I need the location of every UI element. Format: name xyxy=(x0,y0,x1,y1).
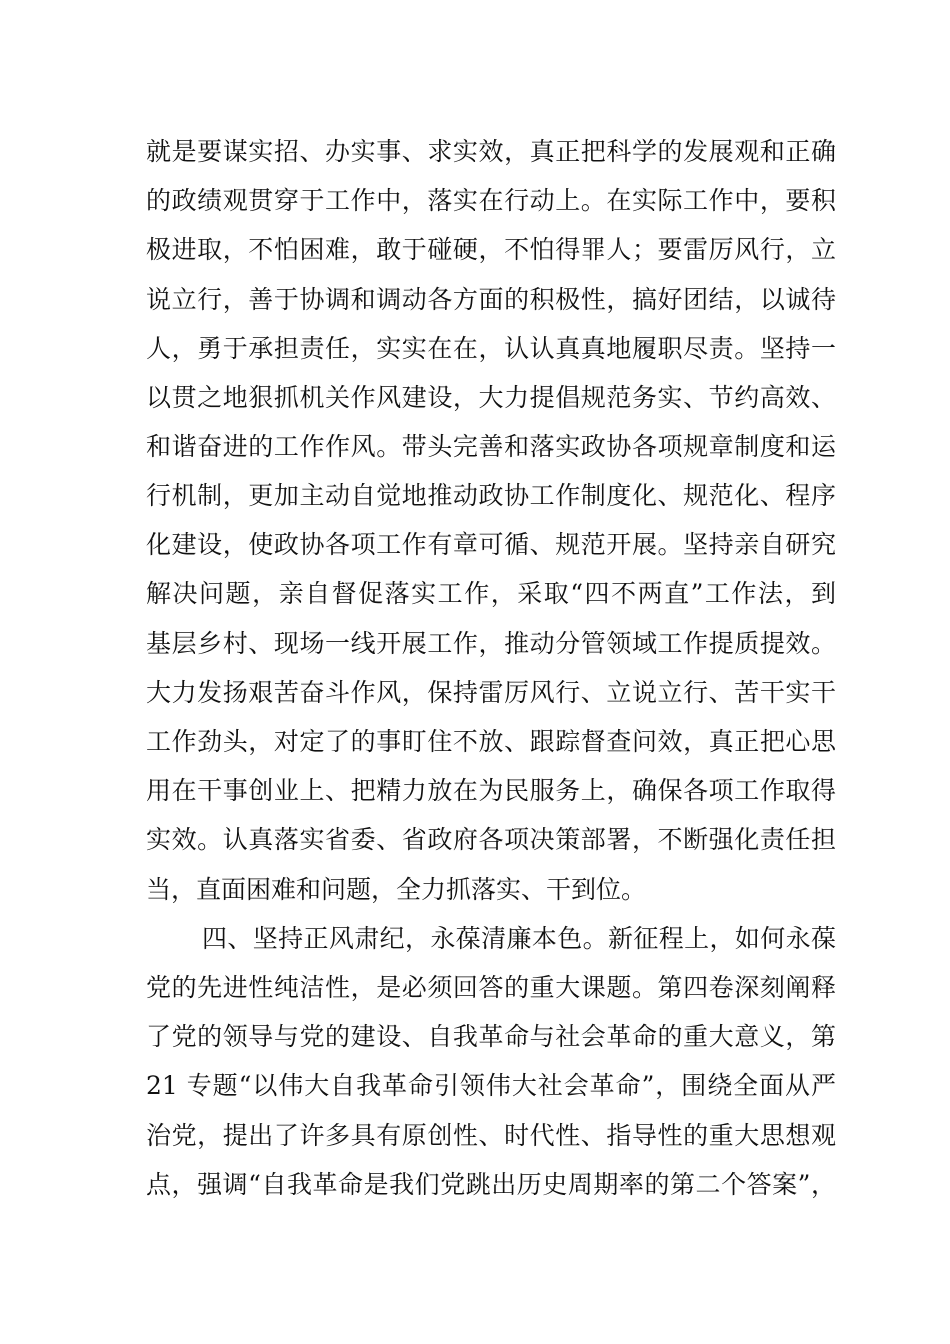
text-line: 工作劲头，对定了的事盯住不放、跟踪督查问效，真正把心思 xyxy=(146,727,836,756)
text-line: 当，直面困难和问题，全力抓落实、干到位。 xyxy=(146,875,647,904)
text-line: 党的先进性纯洁性，是必须回答的重大课题。第四卷深刻阐释 xyxy=(146,973,836,1002)
text-line: 行机制，更加主动自觉地推动政协工作制度化、规范化、程序 xyxy=(146,481,836,510)
text-line: 大力发扬艰苦奋斗作风，保持雷厉风行、立说立行、苦干实干 xyxy=(146,678,836,707)
text-line: 极进取，不怕困难，敢于碰硬，不怕得罪人；要雷厉风行，立 xyxy=(146,235,836,264)
text-line: 治党，提出了许多具有原创性、时代性、指导性的重大思想观 xyxy=(146,1121,836,1150)
paragraph-first-line: 四、坚持正风肃纪，永葆清廉本色。新征程上，如何永葆 xyxy=(202,924,836,953)
text-line: 基层乡村、现场一线开展工作，推动分管领域工作提质提效。 xyxy=(146,629,836,658)
text-line: 点，强调“自我革命是我们党跳出历史周期率的第二个答案”， xyxy=(146,1170,836,1199)
text-line: 和谐奋进的工作作风。带头完善和落实政协各项规章制度和运 xyxy=(146,432,836,461)
text-line: 以贯之地狠抓机关作风建设，大力提倡规范务实、节约高效、 xyxy=(146,383,836,412)
text-line: 就是要谋实招、办实事、求实效，真正把科学的发展观和正确 xyxy=(146,137,836,166)
text-line: 解决问题，亲自督促落实工作，采取“四不两直”工作法，到 xyxy=(146,579,836,608)
text-line: 了党的领导与党的建设、自我革命与社会革命的重大意义，第 xyxy=(146,1022,836,1051)
text-line: 用在干事创业上、把精力放在为民服务上，确保各项工作取得 xyxy=(146,776,836,805)
text-line: 21 专题“以伟大自我革命引领伟大社会革命”，围绕全面从严 xyxy=(146,1071,836,1100)
text-line: 化建设，使政协各项工作有章可循、规范开展。坚持亲自研究 xyxy=(146,530,836,559)
text-line: 的政绩观贯穿于工作中，落实在行动上。在实际工作中，要积 xyxy=(146,186,836,215)
text-line: 说立行，善于协调和调动各方面的积极性，搞好团结，以诚待 xyxy=(146,285,836,314)
text-line: 实效。认真落实省委、省政府各项决策部署，不断强化责任担 xyxy=(146,825,836,854)
text-line: 人，勇于承担责任，实实在在，认认真真地履职尽责。坚持一 xyxy=(146,334,836,363)
